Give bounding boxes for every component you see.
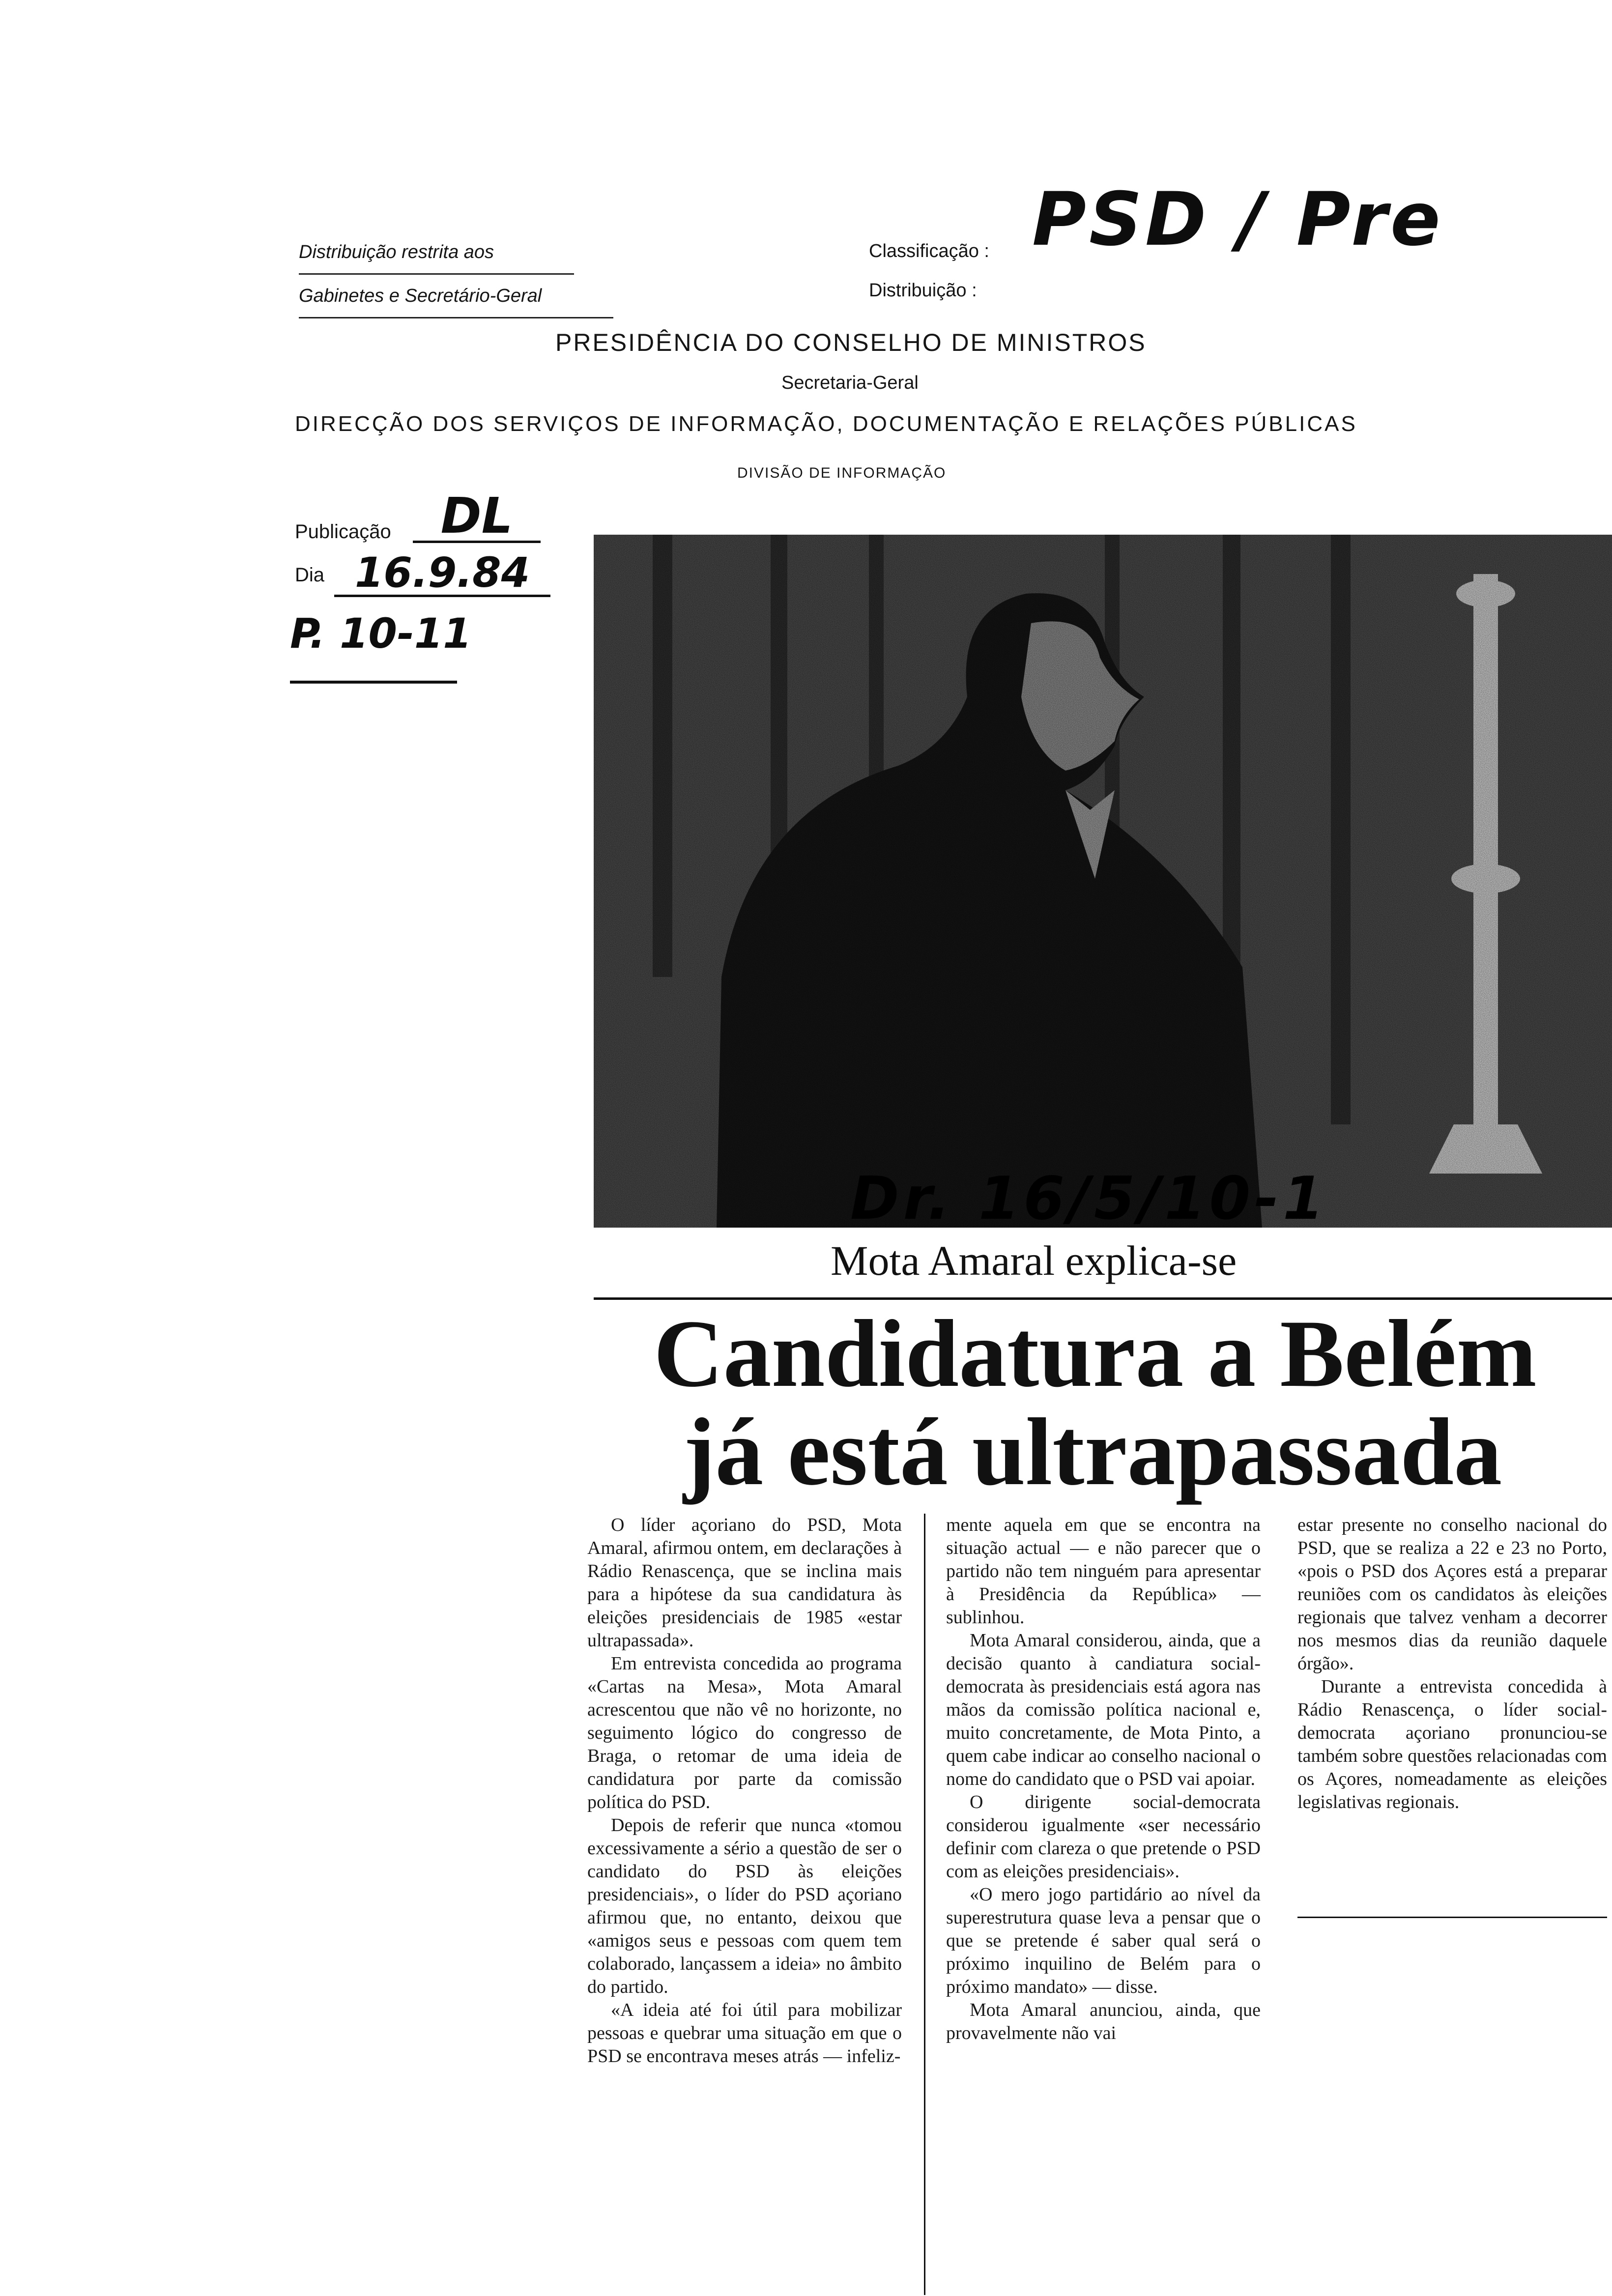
classificacao-label: Classificação :	[869, 241, 989, 261]
division: DIVISÃO DE INFORMAÇÃO	[737, 465, 947, 481]
publicacao-value: DL	[413, 491, 541, 543]
page-ref-underline	[290, 681, 457, 684]
column-2-paragraph: «O mero jogo partidário ao nível da superestrutura quase leva a pensar que o que se pretende é saber qual será o próximo inquilino de Belém para o próximo mandato» — disse.	[946, 1884, 1261, 1997]
column-3-paragraph: Durante a entrevista concedida à Rádio Renascença, o líder social-democrata açoriano pronunciou-se também sobre questões relacionadas com os Açores, nomeadamente as eleições legislativas regionais.	[1297, 1676, 1607, 1812]
column-1-paragraph: Em entrevista concedida ao programa «Cartas na Mesa», Mota Amaral acrescentou que não vê no horizonte, no seguimento lógico do congresso de Braga, o retomar de uma ideia de candidatura por parte da comissão política do PSD.	[587, 1653, 902, 1812]
column-divider-1	[924, 1514, 925, 2295]
column-2-paragraph: Mota Amaral considerou, ainda, que a decisão quanto à candiatura social-democrata às presidenciais está agora nas mãos da comissão política nacional e, muito concretamente, de Mota Pinto, a quem cabe indicar ao conselho nacional o nome do candidato que o PSD vai apoiar.	[946, 1630, 1261, 1789]
headline-line-2: já está ultrapassada	[683, 1399, 1502, 1505]
dia-label: Dia	[295, 564, 325, 586]
distribution-line-2: Gabinetes e Secretário-Geral	[299, 275, 613, 318]
column-2-paragraph: O dirigente social-democrata considerou igualmente «ser necessário definir com clareza o que pretende o PSD com as eleições presidenciais».	[946, 1792, 1261, 1882]
column-1-paragraph: Depois de referir que nunca «tomou excessivamente a sério a questão de ser o candidato do PSD às eleições presidenciais», o líder do PSD açoriano afirmou que, no entanto, deixou que «amigos seus e pessoas com quem tem colaborado, lançassem a ideia» no âmbito do partido.	[587, 1815, 902, 1997]
org-title: PRESIDÊNCIA DO CONSELHO DE MINISTROS	[555, 329, 1147, 356]
distribution-note	[299, 231, 613, 318]
column-3-end-rule	[1297, 1917, 1607, 1918]
article-kicker: Mota Amaral explica-se	[831, 1237, 1237, 1284]
column-1-paragraph: «A ideia até foi útil para mobilizar pessoas e quebrar uma situação em que o PSD se encontrava meses atrás — infeliz-	[587, 2000, 902, 2066]
distribution-line-1: Distribuição restrita aos	[299, 231, 574, 275]
handwritten-classification: PSD / Pre	[1032, 177, 1443, 262]
photo-handwritten-stamp: Dr. 16/5/10-1	[850, 1165, 1328, 1233]
article-column-3	[1297, 1514, 1607, 1814]
org-subtitle: Secretaria-Geral	[781, 373, 919, 393]
page-reference: P. 10-11	[290, 609, 472, 658]
distribuicao-label: Distribuição :	[869, 280, 977, 301]
kicker-rule	[594, 1297, 1612, 1300]
article-column-2	[946, 1514, 1261, 2045]
article-column-1	[587, 1514, 902, 2068]
column-2-paragraph: Mota Amaral anunciou, ainda, que provavelmente não vai	[946, 2000, 1261, 2043]
column-2-paragraph: mente aquela em que se encontra na situação actual — e não parecer que o partido não tem ninguém para apresentar à Presidência da República» — sublinhou.	[946, 1515, 1261, 1628]
dia-value: 16.9.84	[334, 550, 550, 597]
photo-grain	[594, 535, 1612, 1228]
column-3-paragraph: estar presente no conselho nacional do PSD, que se realiza a 22 e 23 no Porto, «pois o PSD dos Açores está a preparar reuniões com os candidatos às eleições regionais que talvez venham a decorrer nos mesmos dias da reunião daquele órgão».	[1297, 1515, 1607, 1674]
article-photo	[594, 535, 1612, 1228]
directorate: DIRECÇÃO DOS SERVIÇOS DE INFORMAÇÃO, DOCUMENTAÇÃO E RELAÇÕES PÚBLICAS	[295, 412, 1357, 436]
column-1-paragraph: O líder açoriano do PSD, Mota Amaral, afirmou ontem, em declarações à Rádio Renascença, que se inclina mais para a hipótese da sua candidatura às eleições presidenciais de 1985 «estar ultrapassada».	[587, 1515, 902, 1651]
publicacao-label: Publicação	[295, 521, 391, 543]
headline-line-1: Candidatura a Belém	[654, 1300, 1537, 1407]
